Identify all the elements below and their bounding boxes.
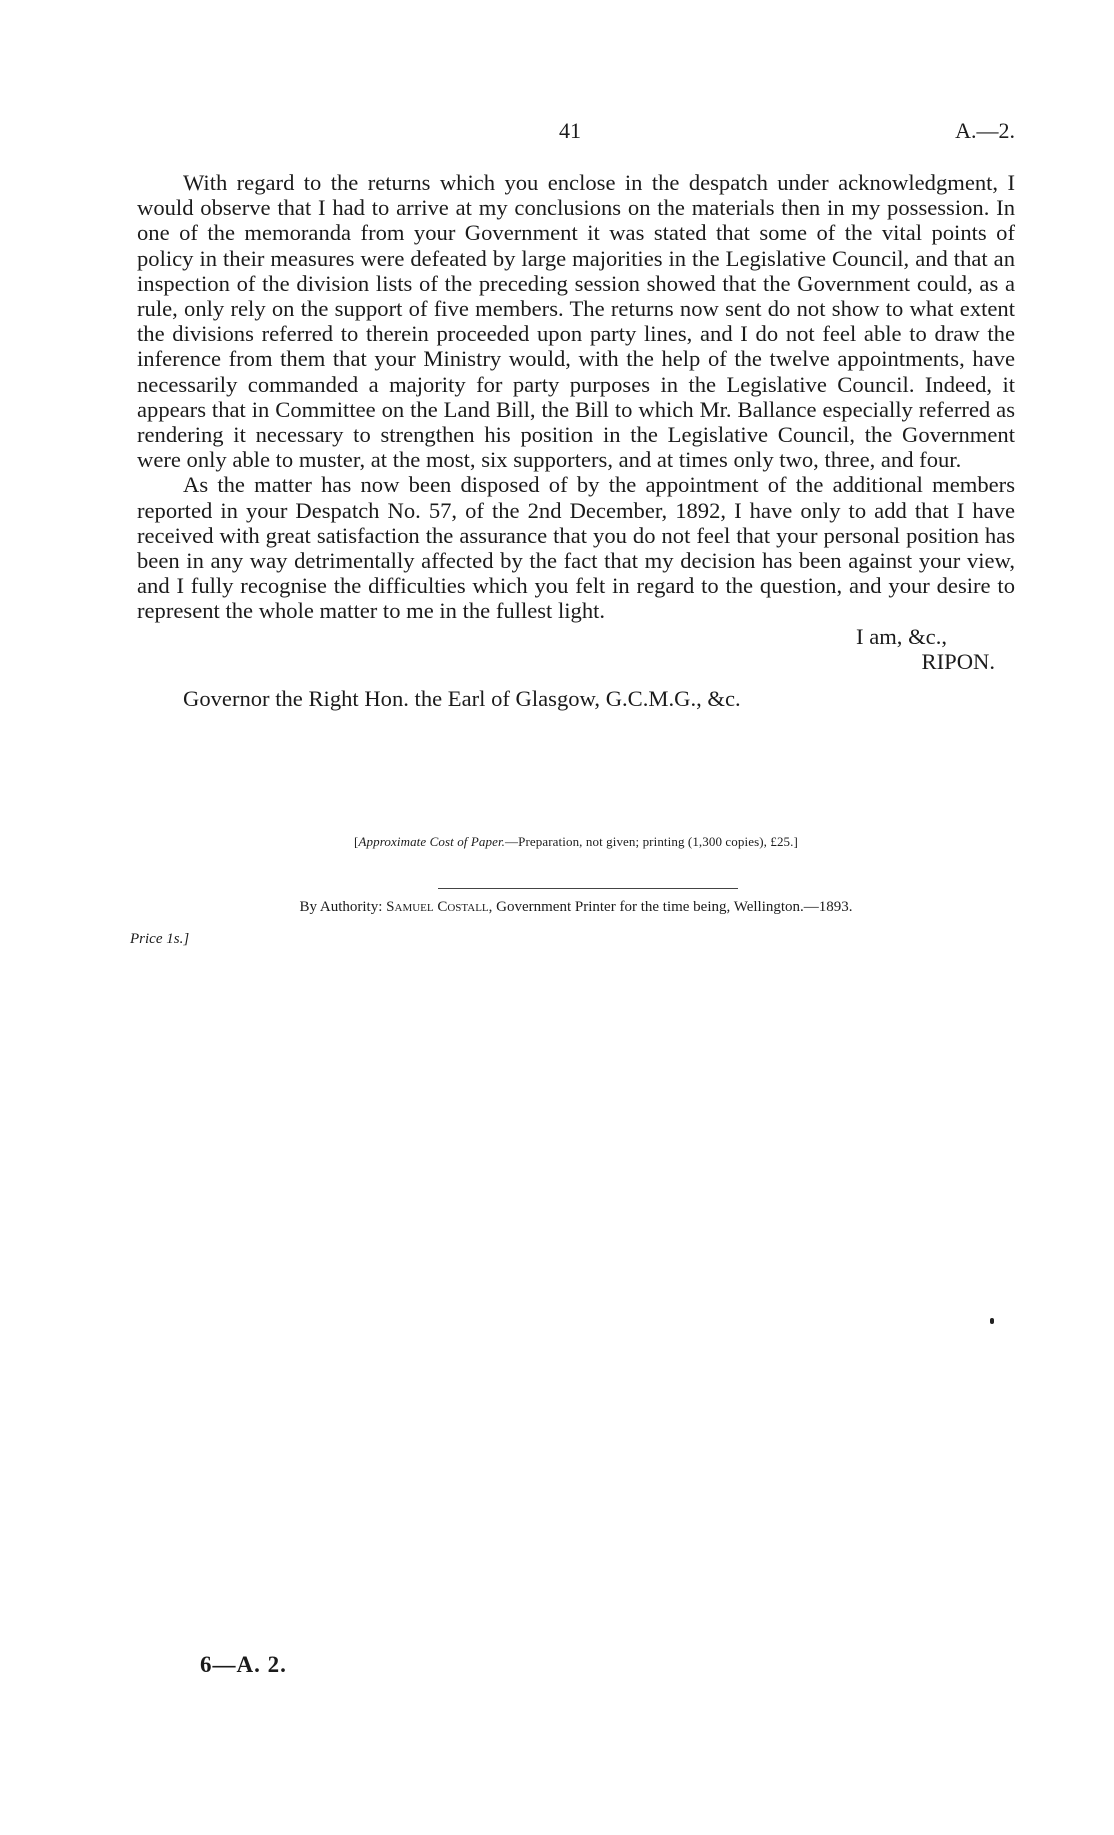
page-number: 41 [559, 118, 581, 143]
paragraph-additional-members: As the matter has now been disposed of by the appointment of the additional members reported in your Despatch No. 57, of the 2nd December, 1892, I have only to add that I have received with great satisfaction the assurance that you do not feel that your personal position has been in any way detrimentally affected by the fact that my decision has been against your view, and I fully recognise the difficulties which you felt in regard to the question, and your desire to represent the whole matter to me in the fullest light. [137, 472, 1015, 624]
document-reference: A.—2. [955, 118, 1015, 143]
printer-name: Samuel Costall [386, 899, 489, 915]
cost-note-details: —Preparation, not given; printing (1,300 copies), £25.] [505, 834, 798, 849]
sheet-signature-mark: 6—A. 2. [200, 1652, 287, 1677]
closing-salutation: I am, &c., [856, 623, 947, 649]
price-note: Price 1s.] [130, 931, 190, 947]
authority-prefix: By Authority: [299, 899, 387, 915]
letter-body [137, 170, 1015, 711]
printer-authority [137, 899, 1015, 916]
cost-note-label: Approximate Cost of Paper. [358, 834, 506, 849]
cost-note: [Approximate Cost of Paper.—Preparation, not given; printing (1,300 copies), £25.] [354, 834, 798, 849]
authority-suffix: , Government Printer for the time being, Wellington.—1893. [488, 899, 853, 915]
signature: RIPON. [921, 648, 995, 674]
paragraph-returns: With regard to the returns which you enclose in the despatch under acknowledgment, I would observe that I had to arrive at my conclusions on the materials then in my possession. In one of the memoranda from your Government it was stated that some of the vital points of policy in their measures were defeated by large majorities in the Legislative Council, and that an inspection of the division lists of the preceding session showed that the Government could, as a rule, only rely on the support of five members. The returns now sent do not show to what extent the divisions referred to therein proceeded upon party lines, and I do not feel able to draw the inference from them that your Ministry would, with the help of the twelve appointments, have necessarily commanded a majority for party purposes in the Legislative Council. Indeed, it appears that in Committee on the Land Bill, the Bill to which Mr. Ballance especially referred as rendering it necessary to strengthen his position in the Legislative Council, the Government were only able to muster, at the most, six supporters, and at times only two, three, and four. [137, 170, 1015, 473]
divider-rule [438, 888, 738, 889]
addressee: Governor the Right Hon. the Earl of Glasgow, G.C.M.G., &c. [183, 686, 741, 712]
printing-speck [990, 1318, 994, 1324]
